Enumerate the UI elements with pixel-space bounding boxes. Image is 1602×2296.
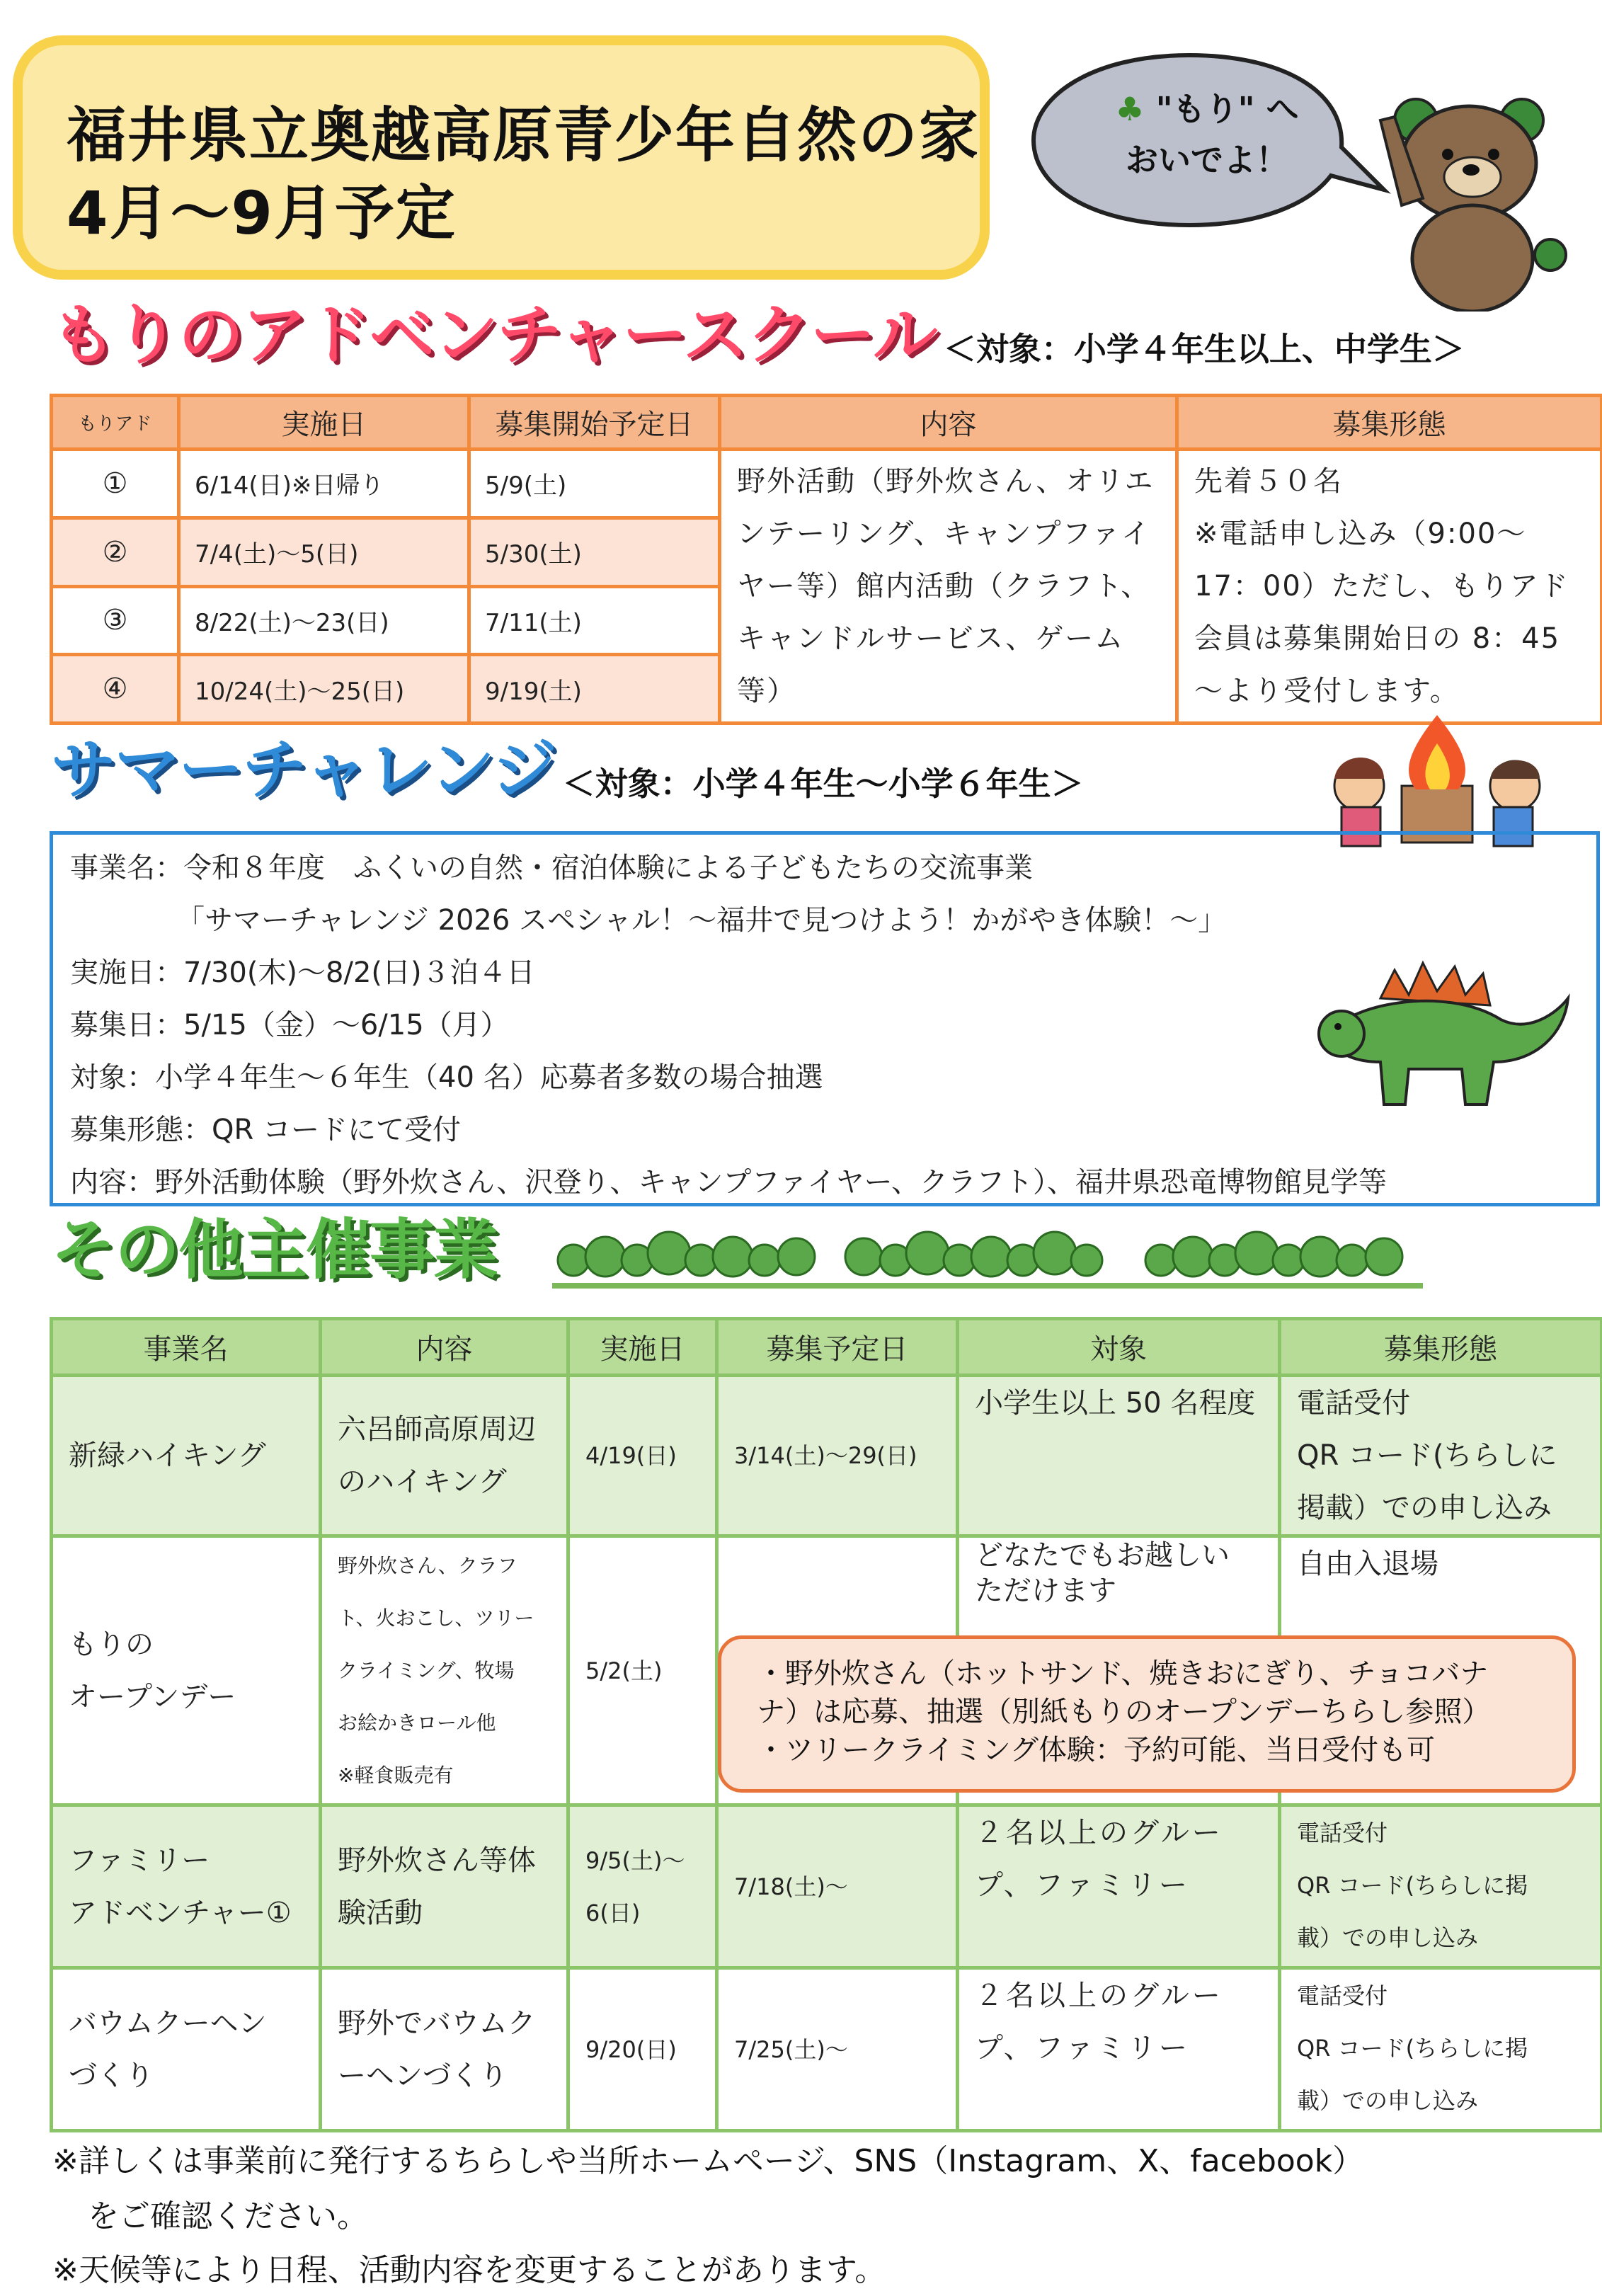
table-row [52, 450, 1602, 518]
footnote-confirm: をご確認ください。 [88, 2198, 368, 2234]
table-row [52, 1968, 1602, 2131]
family-date [568, 1805, 717, 1968]
target-line: どなたでもお越しい [975, 1539, 1230, 1572]
name-line: づくり [69, 2059, 154, 2092]
form-line: 電話受付 [1297, 1387, 1410, 1420]
page-subtitle: 4月～9月予定 [67, 178, 457, 248]
content-line: のハイキング [338, 1466, 507, 1498]
bear-mascot-icon [1373, 92, 1572, 312]
content-line: ーヘンづくり [338, 2059, 508, 2092]
content-line: ンテーリング、キャンプファイ [737, 518, 1151, 550]
header-recruit-date: 募集予定日 [717, 1319, 958, 1376]
row-date: 7/4(土)～5(日) [179, 518, 469, 586]
date-line: 9/5(土)～ [585, 1846, 685, 1874]
row-date: 8/22(土)～23(日) [179, 586, 469, 655]
content-line: お絵かきロール他 [338, 1710, 496, 1735]
openday-content [321, 1536, 568, 1805]
content-line: 験活動 [338, 1896, 423, 1929]
content-line: 六呂師高原周辺 [338, 1413, 536, 1446]
header-target: 対象 [958, 1319, 1280, 1376]
row-date: 10/24(土)～25(日) [179, 655, 469, 724]
note-line: ・野外炊さん（ホットサンド、焼きおにぎり、チョコバナ [757, 1657, 1489, 1690]
openday-date: 5/2(土) [568, 1536, 717, 1805]
name-line: バウムクーヘン [69, 2006, 267, 2040]
baum-content [321, 1968, 568, 2131]
form-line: QR コード(ちらしに [1297, 1439, 1557, 1472]
recruit-line: 17：00）ただし、もりアド [1194, 570, 1569, 602]
form-line: 電話受付 [1297, 1982, 1388, 2009]
adventure-recruit [1177, 450, 1602, 724]
target-line: ただけます [975, 1575, 1116, 1607]
content-line: 野外活動（野外炊さん、オリエ [737, 465, 1155, 498]
header-moriado: もりアド [52, 396, 179, 450]
section-adventure-title: もりのアドベンチャースクール [51, 297, 937, 373]
tree-row-icon [552, 1225, 1423, 1296]
form-line: 載）での申し込み [1297, 2087, 1479, 2114]
content-line: クライミング、牧場 [338, 1658, 515, 1682]
row-start: 5/9(土) [469, 450, 720, 518]
footnote-weather: ※天候等により日程、活動内容を変更することがあります。 [52, 2252, 886, 2288]
row-start: 5/30(土) [469, 518, 720, 586]
form-line: QR コード(ちらしに掲 [1297, 1872, 1528, 1899]
target-line: プ、ファミリー [975, 1869, 1190, 1902]
hiking-recruit-date: 3/14(土)～29(日) [717, 1376, 958, 1536]
campfire-icon [1324, 708, 1550, 850]
content-line: 野外炊さん等体 [338, 1844, 536, 1877]
name-line: もりの [69, 1628, 154, 1661]
section-other-title: その他主催事業 [51, 1212, 498, 1288]
baum-name [52, 1968, 321, 2131]
family-recruit-date: 7/18(土)～ [717, 1805, 958, 1968]
table-row [52, 1376, 1602, 1536]
baum-recruit-date: 7/25(土)～ [717, 1968, 958, 2131]
row-start: 9/19(土) [469, 655, 720, 724]
summer-recruit-date: 募集日：5/15（金）～6/15（月） [70, 1009, 509, 1041]
openday-name [52, 1536, 321, 1805]
header-recruit: 募集形態 [1177, 396, 1602, 450]
note-line: ・ツリークライミング体験：予約可能、当日受付も可 [757, 1734, 1435, 1766]
summer-date: 実施日：7/30(木)～8/2(日)３泊４日 [70, 956, 535, 989]
section-adventure-heading [51, 297, 1465, 373]
content-line: 等） [737, 675, 796, 707]
target-line: ２名以上のグルー [975, 1817, 1223, 1849]
form-line: 載）での申し込み [1297, 1924, 1479, 1951]
section-summer-title: サマーチャレンジ [51, 732, 556, 808]
note-line: ナ）は応募、抽選（別紙もりのオープンデーちらし参照） [757, 1696, 1491, 1728]
recruit-line: ※電話申し込み（9:00～ [1194, 518, 1527, 550]
table-row [52, 1805, 1602, 1968]
header-event-name: 事業名 [52, 1319, 321, 1376]
family-content [321, 1805, 568, 1968]
form-line: 掲載）での申し込み [1297, 1492, 1552, 1524]
section-summer-target: ＜対象：小学４年生～小学６年生＞ [562, 765, 1084, 803]
section-other-heading [51, 1212, 498, 1288]
bubble-line2: おいでよ！ [1126, 141, 1288, 179]
tree-icon: ♣ [1115, 90, 1145, 128]
date-line: 6(日) [585, 1899, 641, 1926]
row-date: 6/14(日)※日帰り [179, 450, 469, 518]
content-line: 野外でバウムク [338, 2006, 536, 2040]
recruit-line: 会員は募集開始日の 8：45 [1194, 622, 1561, 655]
other-header-row [52, 1319, 1602, 1376]
header-form: 募集形態 [1280, 1319, 1602, 1376]
dinosaur-icon [1303, 956, 1572, 1119]
openday-note [718, 1635, 1576, 1793]
family-target [958, 1805, 1280, 1968]
bubble-line1: "もり" へ [1155, 90, 1299, 128]
row-number: ③ [52, 586, 179, 655]
content-line: ヤー等）館内活動（クラフト、 [737, 570, 1151, 602]
section-summer-heading [51, 732, 1084, 808]
baum-date: 9/20(日) [568, 1968, 717, 2131]
form-line: QR コード(ちらしに掲 [1297, 2035, 1528, 2062]
adventure-content [720, 450, 1177, 724]
baum-form [1280, 1968, 1602, 2131]
header-date: 実施日 [568, 1319, 717, 1376]
header-date: 実施日 [179, 396, 469, 450]
row-number: ① [52, 450, 179, 518]
summer-content: 内容：野外活動体験（野外炊さん、沢登り、キャンプファイヤー、クラフト）、福井県恐竜博物館見学等 [70, 1166, 1387, 1199]
content-line: 野外炊さん、クラフ [338, 1553, 517, 1577]
hiking-name: 新緑ハイキング [52, 1376, 321, 1536]
title-box [13, 35, 990, 280]
summer-target: 対象：小学４年生～６年生（40 名）応募者多数の場合抽選 [70, 1061, 823, 1094]
name-line: アドベンチャー① [69, 1896, 292, 1929]
name-line: オープンデー [69, 1680, 236, 1713]
content-line: ト、火おこし、ツリー [338, 1606, 534, 1630]
row-number: ② [52, 518, 179, 586]
form-line: 電話受付 [1297, 1820, 1388, 1846]
target-line: ２名以上のグルー [975, 1980, 1223, 2012]
family-form [1280, 1805, 1602, 1968]
hiking-date: 4/19(日) [568, 1376, 717, 1536]
family-name [52, 1805, 321, 1968]
header-content: 内容 [720, 396, 1177, 450]
summer-event-name: 事業名：令和８年度 ふくいの自然・宿泊体験による子どもたちの交流事業 [70, 852, 1033, 884]
name-line: ファミリー [69, 1844, 210, 1877]
header-content: 内容 [321, 1319, 568, 1376]
summer-event-subtitle: 「サマーチャレンジ 2026 スペシャル！～福井で見つけよう！かがやき体験！～」 [176, 904, 1227, 937]
baum-target [958, 1968, 1280, 2131]
recruit-line: 先着５０名 [1194, 465, 1343, 498]
hiking-form [1280, 1376, 1602, 1536]
target-line: プ、ファミリー [975, 2032, 1190, 2064]
hiking-target: 小学生以上 50 名程度 [958, 1376, 1280, 1536]
summer-form: 募集形態：QR コードにて受付 [70, 1114, 461, 1146]
footnote-details: ※詳しくは事業前に発行するちらしや当所ホームページ、SNS（Instagram、X、facebook） [52, 2143, 1364, 2179]
content-line: ※軽食販売有 [338, 1763, 454, 1787]
openday-form: 自由入退場 [1280, 1536, 1602, 1805]
bubble-text [1090, 84, 1324, 185]
adventure-header-row [52, 396, 1602, 450]
row-start: 7/11(土) [469, 586, 720, 655]
section-adventure-target: ＜対象：小学４年生以上、中学生＞ [943, 330, 1465, 368]
header-start: 募集開始予定日 [469, 396, 720, 450]
content-line: キャンドルサービス、ゲーム [737, 622, 1125, 655]
row-number: ④ [52, 655, 179, 724]
recruit-line: ～より受付します。 [1194, 675, 1460, 707]
page-title: 福井県立奥越高原青少年自然の家 [67, 101, 980, 170]
hiking-content [321, 1376, 568, 1536]
